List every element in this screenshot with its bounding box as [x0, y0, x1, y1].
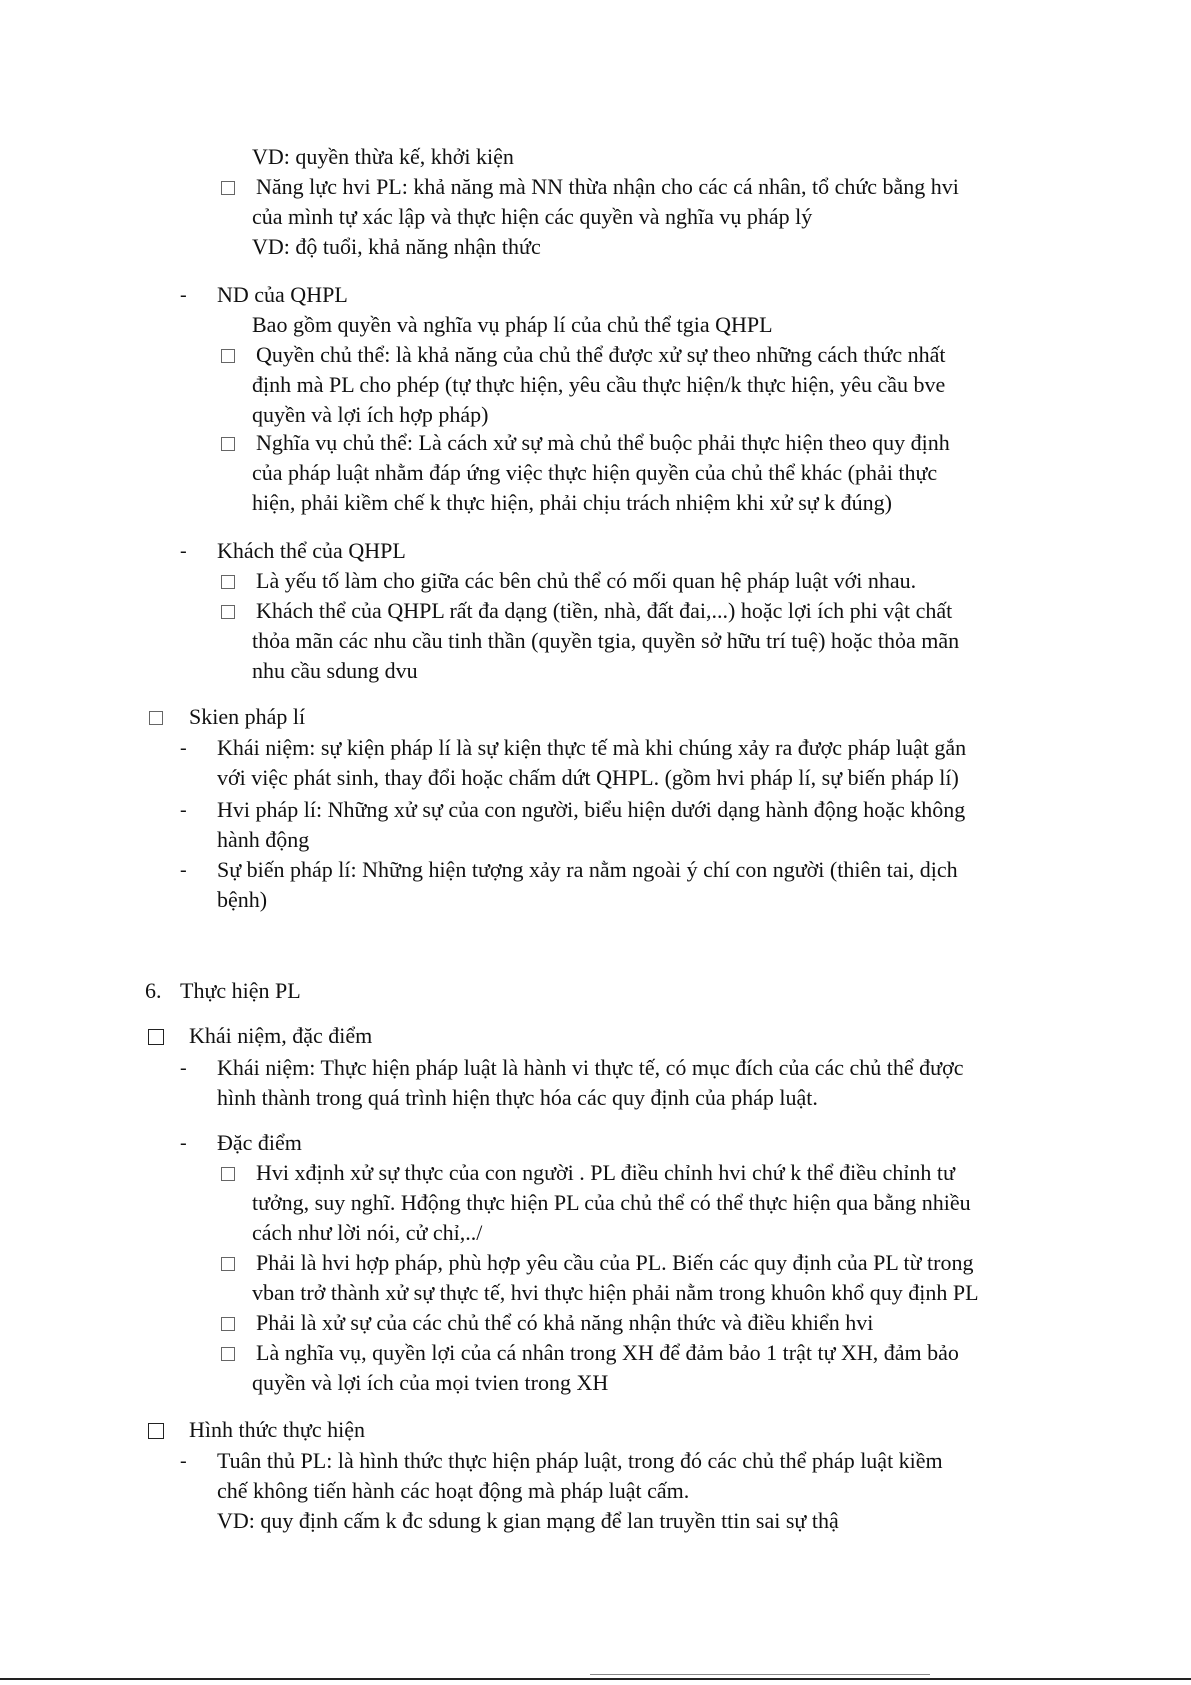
- text-line: Đặc điểm: [217, 1130, 302, 1155]
- checkbox-bullet-icon: [221, 181, 235, 195]
- text-line: Khái niệm, đặc điểm: [189, 1023, 373, 1048]
- checkbox-bullet-icon: [148, 1029, 164, 1045]
- text-line: Năng lực hvi PL: khả năng mà NN thừa nhận cho các cá nhân, tổ chức bằng hvi: [256, 174, 959, 199]
- text-line: Hình thức thực hiện: [189, 1417, 365, 1442]
- text-line: Hvi xđịnh xử sự thực của con người . PL điều chỉnh hvi chứ k thể điều chỉnh tư: [256, 1160, 955, 1185]
- checkbox-bullet-icon: [221, 1317, 235, 1331]
- text-line: quyền và lợi ích của mọi tvien trong XH: [252, 1370, 609, 1395]
- dash-bullet: -: [180, 1057, 187, 1079]
- text-line: Là yếu tố làm cho giữa các bên chủ thể có mối quan hệ pháp luật với nhau.: [256, 568, 917, 593]
- checkbox-bullet-icon: [221, 437, 235, 451]
- text-line: Khái niệm: sự kiện pháp lí là sự kiện thực tế mà khi chúng xảy ra được pháp luật gắn: [217, 735, 967, 760]
- text-line: Là nghĩa vụ, quyền lợi của cá nhân trong XH để đảm bảo 1 trật tự XH, đảm bảo: [256, 1340, 959, 1365]
- page-bottom-border: [0, 1678, 1191, 1680]
- text-line: Skien pháp lí: [189, 704, 306, 729]
- dash-bullet: -: [180, 737, 187, 759]
- text-line: quyền và lợi ích hợp pháp): [252, 402, 489, 427]
- dash-bullet: -: [180, 799, 187, 821]
- text-line: Tuân thủ PL: là hình thức thực hiện pháp luật, trong đó các chủ thể pháp luật kiềm: [217, 1448, 943, 1473]
- text-line: hiện, phải kiềm chế k thực hiện, phải chịu trách nhiệm khi xử sự k đúng): [252, 490, 893, 515]
- text-line: Phải là hvi hợp pháp, phù hợp yêu cầu của PL. Biến các quy định của PL từ trong: [256, 1250, 974, 1275]
- checkbox-bullet-icon: [221, 605, 235, 619]
- checkbox-bullet-icon: [221, 1347, 235, 1361]
- text-line: của pháp luật nhằm đáp ứng việc thực hiện quyền của chủ thể khác (phải thực: [252, 460, 938, 485]
- page-edge-line: [590, 1674, 930, 1675]
- dash-bullet: -: [180, 1450, 187, 1472]
- text-line: vban trở thành xử sự thực tế, hvi thực hiện phải nằm trong khuôn khổ quy định PL: [252, 1280, 979, 1305]
- text-line: cách như lời nói, cử chỉ,../: [252, 1220, 483, 1245]
- text-line: định mà PL cho phép (tự thực hiện, yêu cầu thực hiện/k thực hiện, yêu cầu bve: [252, 372, 946, 397]
- text-line: Hvi pháp lí: Những xử sự của con người, biểu hiện dưới dạng hành động hoặc không: [217, 797, 966, 822]
- text-line: Bao gồm quyền và nghĩa vụ pháp lí của chủ thể tgia QHPL: [252, 312, 773, 337]
- text-line: ND của QHPL: [217, 282, 348, 307]
- text-line: Khái niệm: Thực hiện pháp luật là hành vi thực tế, có mục đích của các chủ thể được: [217, 1055, 964, 1080]
- text-line: hình thành trong quá trình hiện thực hóa các quy định của pháp luật.: [217, 1085, 818, 1110]
- text-line: chế không tiến hành các hoạt động mà pháp luật cấm.: [217, 1478, 690, 1503]
- section-heading: Thực hiện PL: [180, 978, 301, 1003]
- text-line: với việc phát sinh, thay đổi hoặc chấm dứt QHPL. (gồm hvi pháp lí, sự biến pháp lí): [217, 765, 959, 790]
- text-line: Sự biến pháp lí: Những hiện tượng xảy ra nằm ngoài ý chí con người (thiên tai, dịch: [217, 857, 958, 882]
- text-line: VD: quyền thừa kế, khởi kiện: [252, 144, 514, 169]
- checkbox-bullet-icon: [149, 711, 163, 725]
- text-line: Nghĩa vụ chủ thể: Là cách xử sự mà chủ thể buộc phải thực hiện theo quy định: [256, 430, 950, 455]
- text-line: tưởng, suy nghĩ. Hđộng thực hiện PL của chủ thể có thể thực hiện qua bằng nhiều: [252, 1190, 971, 1215]
- checkbox-bullet-icon: [221, 1257, 235, 1271]
- text-line: VD: quy định cấm k đc sdung k gian mạng để lan truyền ttin sai sự thậ: [217, 1508, 839, 1533]
- text-line: nhu cầu sdung dvu: [252, 658, 418, 683]
- dash-bullet: -: [180, 1132, 187, 1154]
- checkbox-bullet-icon: [221, 1167, 235, 1181]
- dash-bullet: -: [180, 859, 187, 881]
- checkbox-bullet-icon: [221, 349, 235, 363]
- text-line: Quyền chủ thể: là khả năng của chủ thể được xử sự theo những cách thức nhất: [256, 342, 946, 367]
- text-line: của mình tự xác lập và thực hiện các quyền và nghĩa vụ pháp lý: [252, 204, 813, 229]
- text-line: hành động: [217, 827, 310, 852]
- checkbox-bullet-icon: [148, 1423, 164, 1439]
- text-line: VD: độ tuổi, khả năng nhận thức: [252, 234, 541, 259]
- text-line: Khách thể của QHPL: [217, 538, 406, 563]
- text-line: Phải là xử sự của các chủ thể có khả năng nhận thức và điều khiển hvi: [256, 1310, 874, 1335]
- text-line: thỏa mãn các nhu cầu tinh thần (quyền tgia, quyền sở hữu trí tuệ) hoặc thỏa mãn: [252, 628, 960, 653]
- text-line: bệnh): [217, 887, 268, 912]
- dash-bullet: -: [180, 284, 187, 306]
- text-line: Khách thể của QHPL rất đa dạng (tiền, nhà, đất đai,...) hoặc lợi ích phi vật chất: [256, 598, 953, 623]
- section-number: 6.: [145, 978, 162, 1003]
- dash-bullet: -: [180, 540, 187, 562]
- checkbox-bullet-icon: [221, 575, 235, 589]
